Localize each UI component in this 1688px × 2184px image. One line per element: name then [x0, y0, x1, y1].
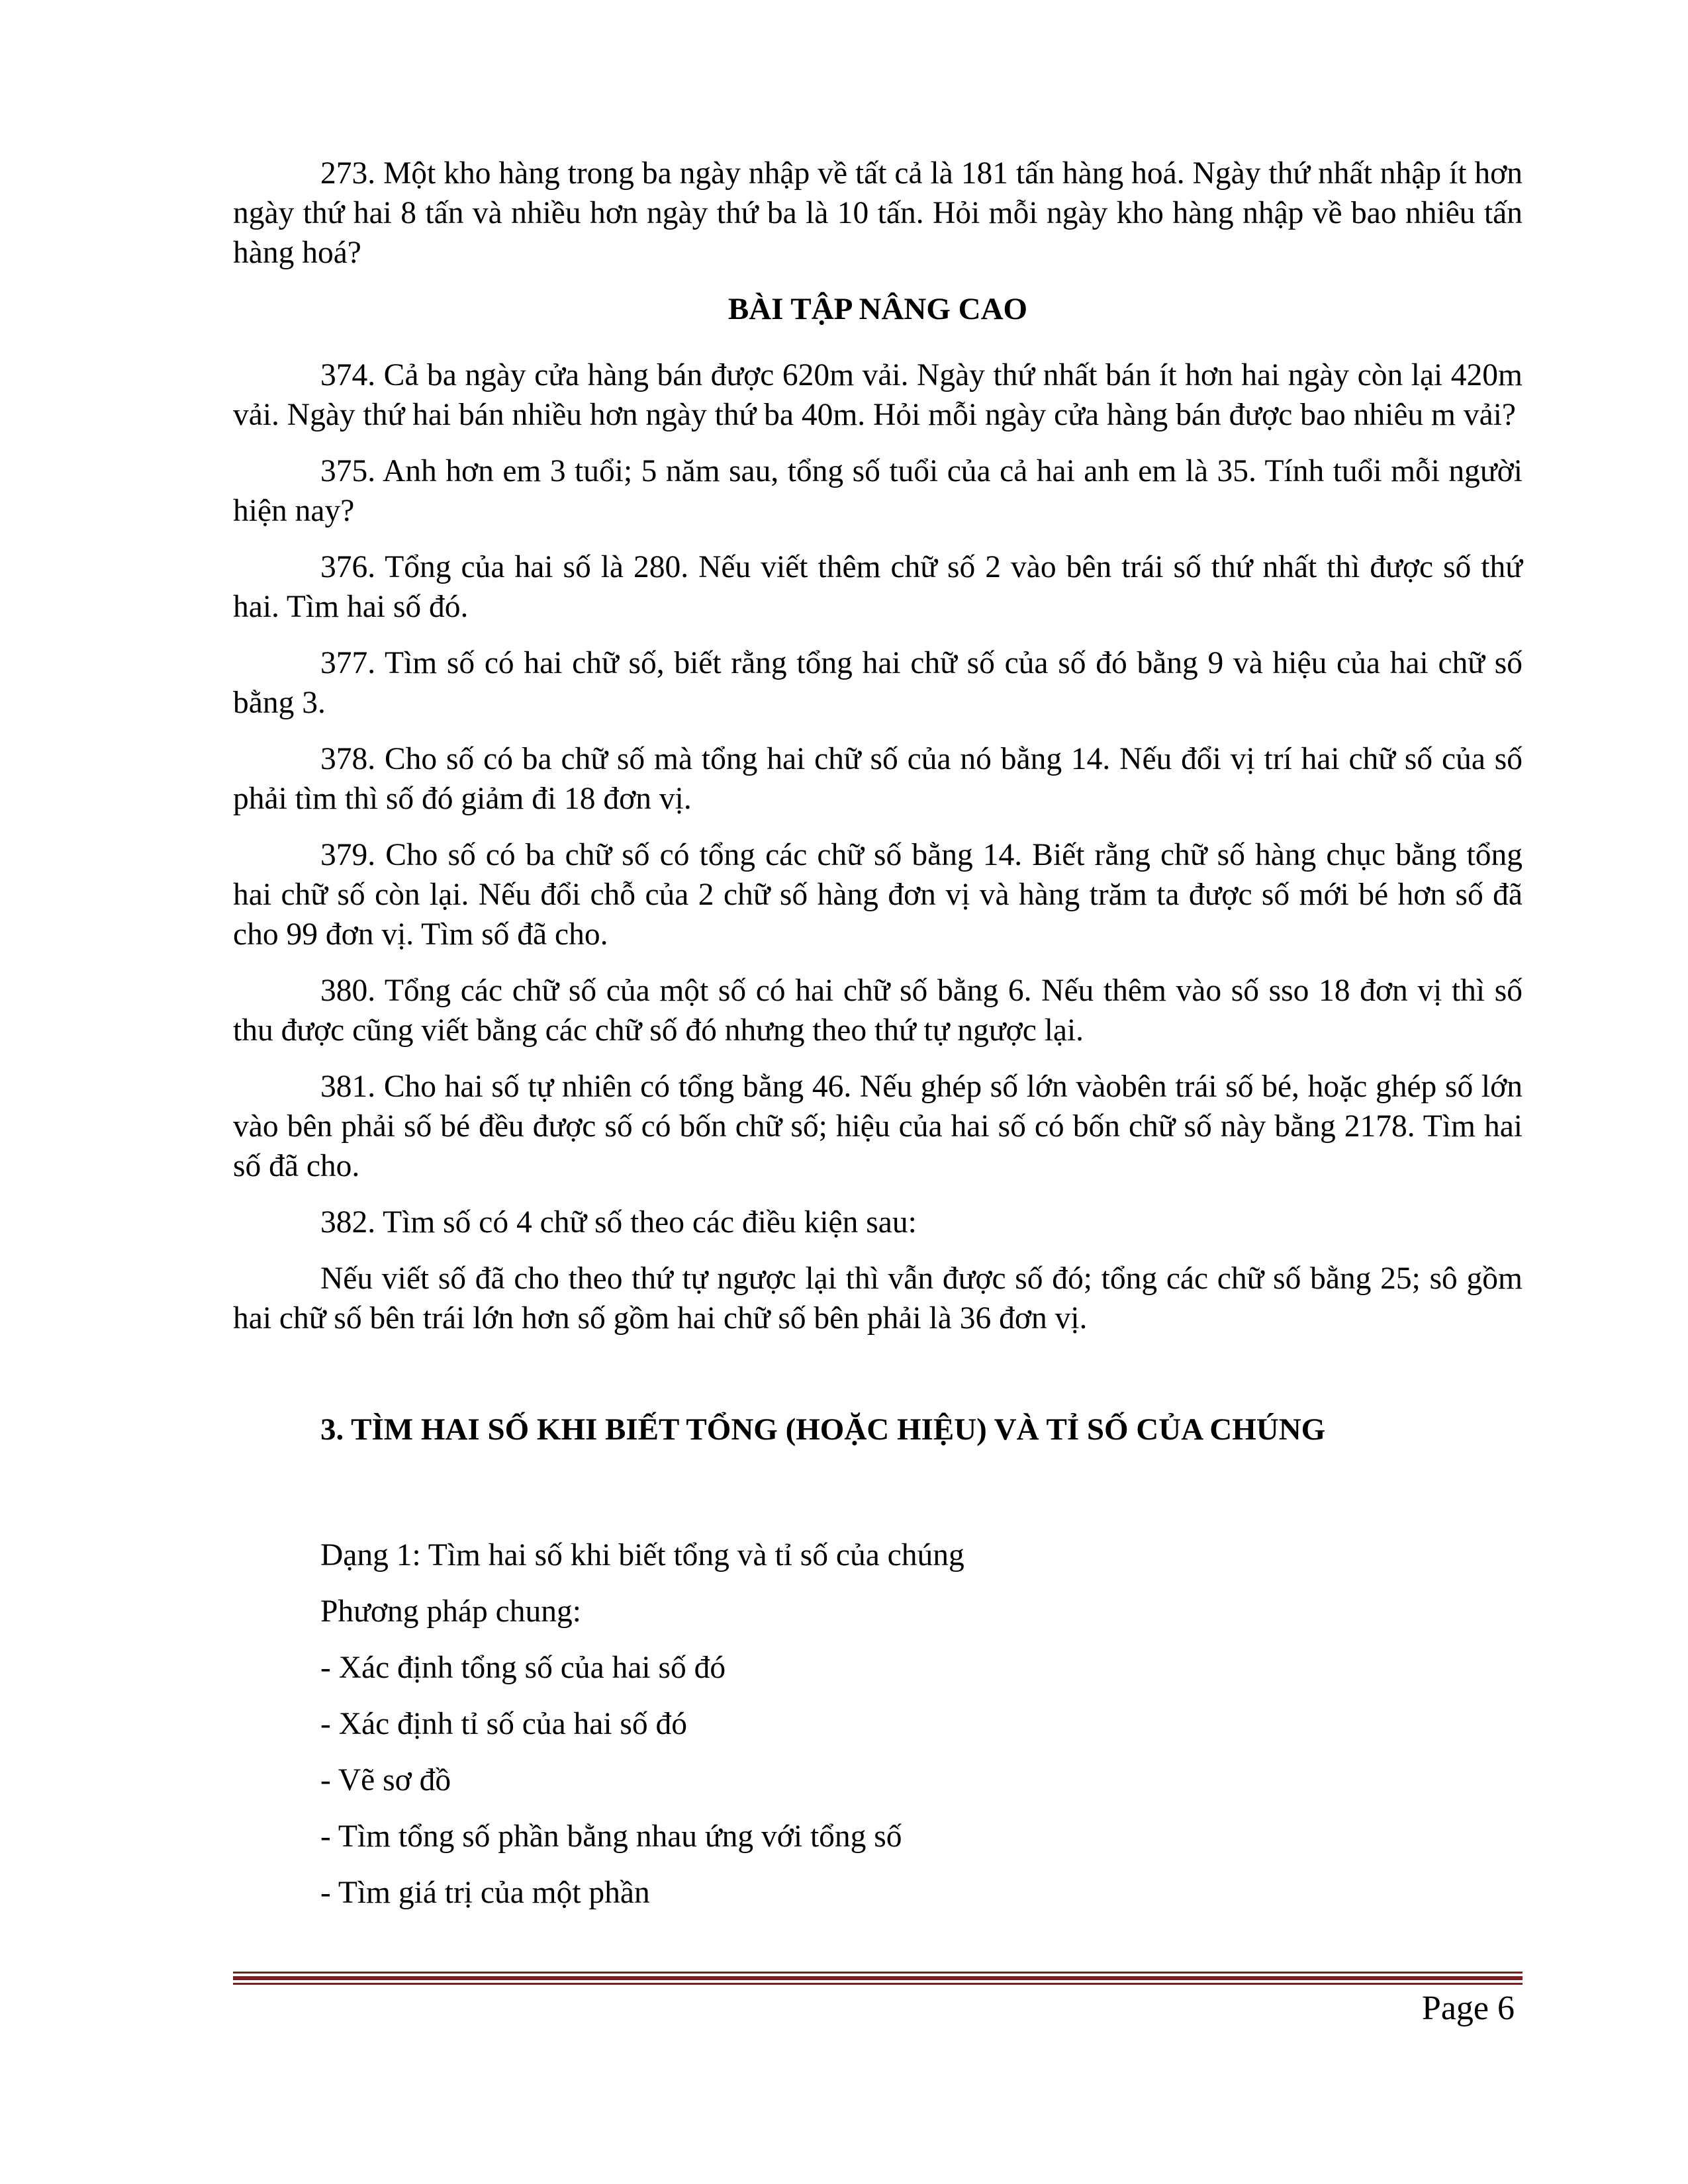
method-step: - Tìm tổng số phần bằng nhau ứng với tổng số: [320, 1819, 902, 1854]
problem-379: 379. Cho số có ba chữ số có tổng các chữ số bằng 14. Biết rằng chữ số hàng chục bằng tổng hai chữ số còn lại. Nếu đổi chỗ của 2 chữ số hàng đơn vị và hàng trăm ta được số mới bé hơn số đã cho 99 đơn vị. Tìm số đã cho.: [233, 838, 1523, 952]
problem-374: 374. Cả ba ngày cửa hàng bán được 620m vải. Ngày thứ nhất bán ít hơn hai ngày còn lại 420m vải. Ngày thứ hai bán nhiều hơn ngày thứ ba 40m. Hỏi mỗi ngày cửa hàng bán được bao nhiêu m vải?: [233, 358, 1523, 432]
method-step: - Tìm giá trị của một phần: [320, 1876, 650, 1910]
problem-380: 380. Tổng các chữ số của một số có hai chữ số bằng 6. Nếu thêm vào số sso 18 đơn vị thì số thu được cũng viết bằng các chữ số đó nhưng theo thứ tự ngược lại.: [233, 974, 1523, 1048]
page-content: [233, 154, 1523, 1929]
problem-273: 273. Một kho hàng trong ba ngày nhập về tất cả là 181 tấn hàng hoá. Ngày thứ nhất nhập ít hơn ngày thứ hai 8 tấn và nhiều hơn ngày thứ ba là 10 tấn. Hỏi mỗi ngày kho hàng nhập về bao nhiêu tấn hàng hoá?: [233, 156, 1523, 270]
footer-rule-line: [233, 1972, 1523, 1974]
problem-382-conditions: Nếu viết số đã cho theo thứ tự ngược lại thì vẫn được số đó; tổng các chữ số bằng 25; sô gồm hai chữ số bên trái lớn hơn số gồm hai chữ số bên phải là 36 đơn vị.: [233, 1261, 1523, 1336]
method-type-1: Dạng 1: Tìm hai số khi biết tổng và tỉ số của chúng: [320, 1538, 964, 1572]
problem-382: 382. Tìm số có 4 chữ số theo các điều kiện sau:: [320, 1205, 917, 1240]
problem-375: 375. Anh hơn em 3 tuổi; 5 năm sau, tổng số tuổi của cả hai anh em là 35. Tính tuổi mỗi người hiện nay?: [233, 454, 1523, 528]
method-general-label: Phương pháp chung:: [320, 1594, 581, 1629]
problem-377: 377. Tìm số có hai chữ số, biết rằng tổng hai chữ số của số đó bằng 9 và hiệu của hai chữ số bằng 3.: [233, 646, 1523, 720]
problem-381: 381. Cho hai số tự nhiên có tổng bằng 46. Nếu ghép số lớn vàobên trái số bé, hoặc ghép số lớn vào bên phải số bé đều được số có bốn chữ số; hiệu của hai số có bốn chữ số này bằng 2178. Tìm hai số đã cho.: [233, 1069, 1523, 1183]
page-number: Page 6: [1421, 1989, 1515, 2027]
method-step: - Xác định tỉ số của hai số đó: [320, 1707, 688, 1741]
advanced-exercises-heading: BÀI TẬP NÂNG CAO: [727, 292, 1028, 326]
problem-378: 378. Cho số có ba chữ số mà tổng hai chữ số của nó bằng 14. Nếu đổi vị trí hai chữ số của số phải tìm thì số đó giảm đi 18 đơn vị.: [233, 742, 1523, 816]
method-step: - Vẽ sơ đồ: [320, 1763, 451, 1797]
problem-376: 376. Tổng của hai số là 280. Nếu viết thêm chữ số 2 vào bên trái số thứ nhất thì được số thứ hai. Tìm hai số đó.: [233, 550, 1523, 624]
footer-rule: [233, 1972, 1523, 1987]
footer-rule-line: [233, 1976, 1523, 1980]
footer-rule-line: [233, 1983, 1523, 1985]
section-3-heading: 3. TÌM HAI SỐ KHI BIẾT TỔNG (HOẶC HIỆU) VÀ TỈ SỐ CỦA CHÚNG: [320, 1412, 1326, 1447]
method-step: - Xác định tổng số của hai số đó: [320, 1651, 726, 1685]
